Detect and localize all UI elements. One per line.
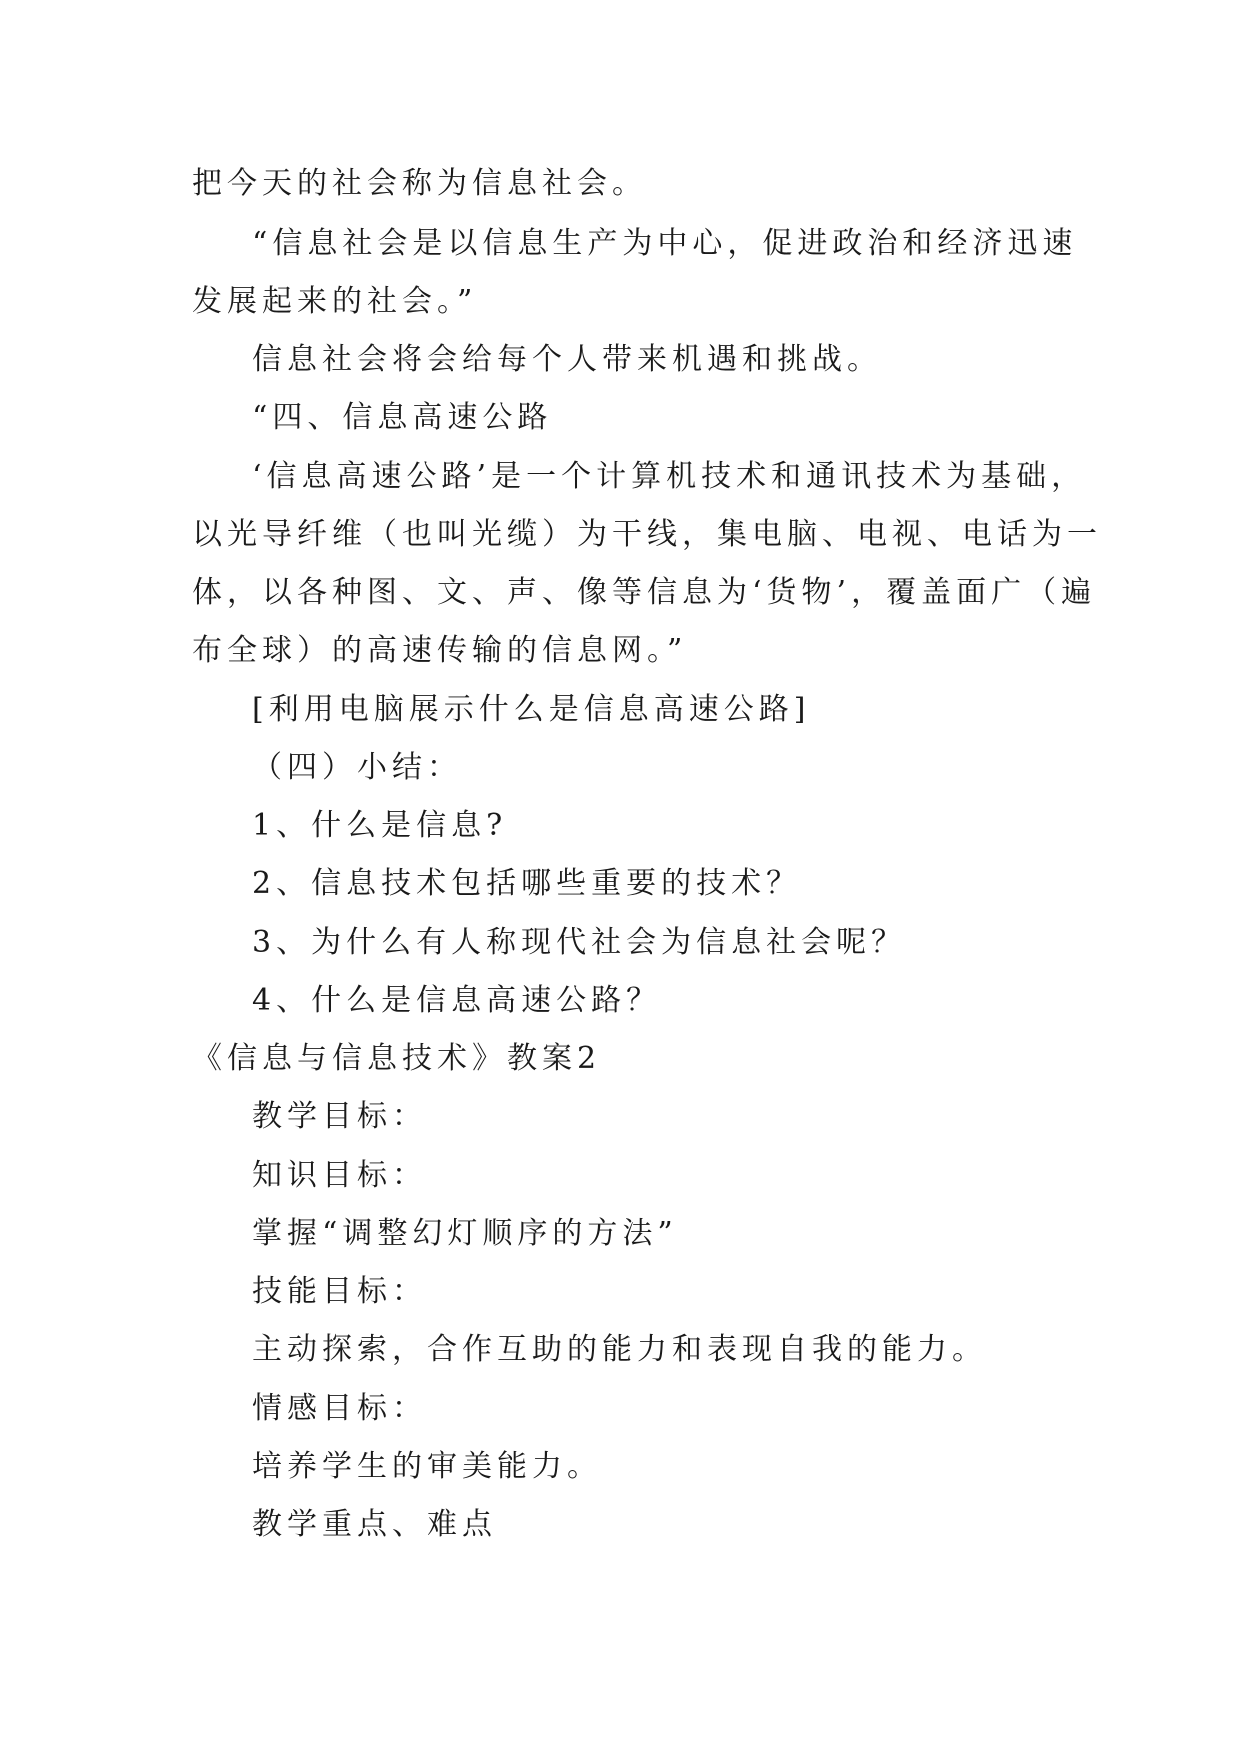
paragraph-line: 情感目标： <box>252 1391 427 1426</box>
paragraph-line: 体，以各种图、文、声、像等信息为‘货物’，覆盖面广（遍 <box>192 575 1097 610</box>
summary-heading: （四）小结： <box>252 750 462 785</box>
quote-line: 发展起来的社会。” <box>192 284 478 319</box>
paragraph-line: 掌握“调整幻灯顺序的方法” <box>252 1216 678 1251</box>
paragraph-line: 主动探索，合作互助的能力和表现自我的能力。 <box>252 1332 987 1367</box>
paragraph-line: ‘信息高速公路’是一个计算机技术和通讯技术为基础， <box>252 459 1087 494</box>
paragraph-line: 教学目标： <box>252 1099 427 1134</box>
paragraph-line: 技能目标： <box>252 1274 427 1309</box>
list-item: 3、为什么有人称现代社会为信息社会呢？ <box>252 925 907 960</box>
paragraph-line: 布全球）的高速传输的信息网。” <box>192 633 688 668</box>
paragraph-line: 知识目标： <box>252 1158 427 1193</box>
bracket-note: [利用电脑展示什么是信息高速公路] <box>252 692 811 727</box>
paragraph-line: 把今天的社会称为信息社会。 <box>192 166 647 201</box>
paragraph-line: 教学重点、难点 <box>252 1507 497 1542</box>
section-heading: “四、信息高速公路 <box>252 400 553 435</box>
paragraph-line: 信息社会将会给每个人带来机遇和挑战。 <box>252 342 882 377</box>
list-item: 1、什么是信息? <box>252 808 508 843</box>
quote-line: “信息社会是以信息生产为中心，促进政治和经济迅速 <box>252 226 1078 261</box>
list-item: 2、信息技术包括哪些重要的技术？ <box>252 866 802 901</box>
document-title: 《信息与信息技术》教案2 <box>192 1041 602 1076</box>
paragraph-line: 以光导纤维（也叫光缆）为干线，集电脑、电视、电话为一 <box>192 517 1102 552</box>
list-item: 4、什么是信息高速公路？ <box>252 983 662 1018</box>
paragraph-line: 培养学生的审美能力。 <box>252 1449 602 1484</box>
